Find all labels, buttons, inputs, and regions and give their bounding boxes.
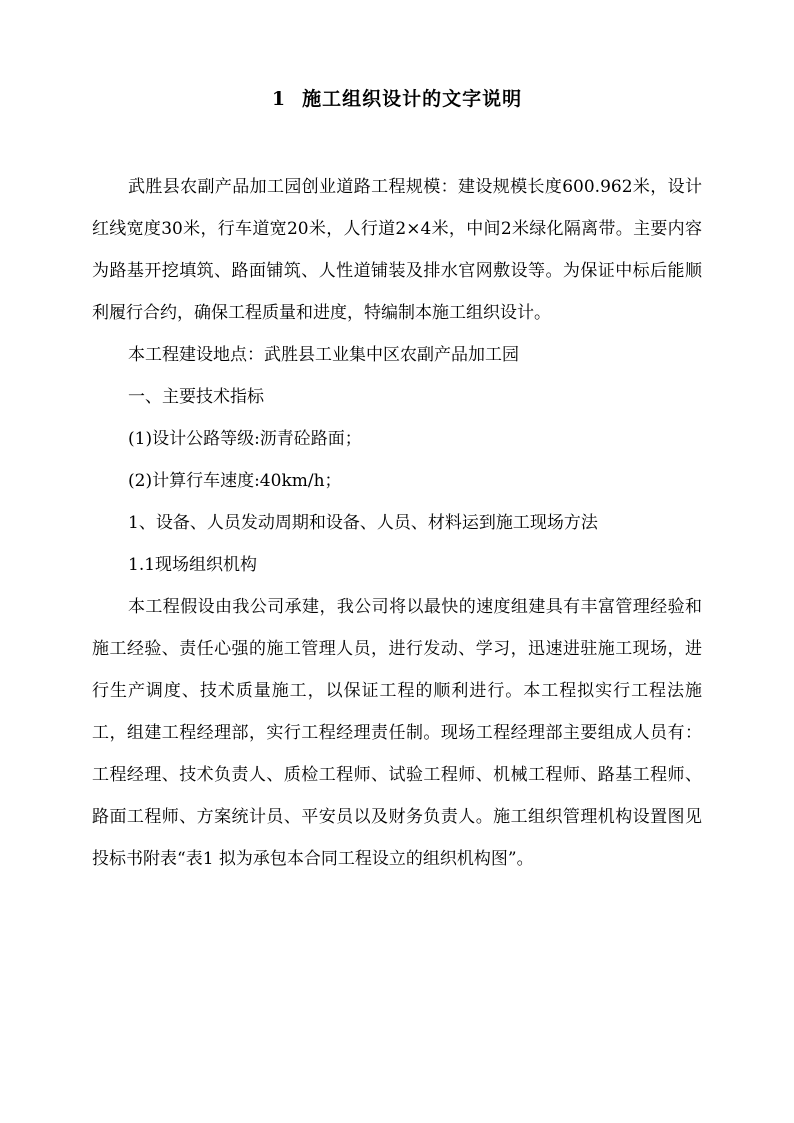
spec-item-1: (1)设计公路等级:沥青砼路面； bbox=[128, 429, 362, 449]
subsubsection-heading: 1.1现场组织机构 bbox=[128, 555, 258, 575]
location-line: 本工程建设地点：武胜县工业集中区农副产品加工园 bbox=[128, 345, 519, 365]
document-body bbox=[92, 166, 702, 880]
subsection-heading: 1、设备、人员发动周期和设备、人员、材料运到施工现场方法 bbox=[128, 513, 598, 533]
org-paragraph: 本工程假设由我公司承建，我公司将以最快的速度组建具有丰富管理经验和施工经验、责任心强的施工管理人员，进行发动、学习，迅速进驻施工现场，进行生产调度、技术质量施工，以保证工程的顺利进行。本工程拟实行工程法施工，组建工程经理部，实行工程经理责任制。现场工程经理部主要组成人员有：工程经理、技术负责人、质检工程师、试验工程师、机械工程师、路基工程师、路面工程师、方案统计员、平安员以及财务负责人。施工组织管理机构设置图见投标书附表“表1 拟为承包本合同工程设立的组织机构图”。 bbox=[92, 597, 702, 869]
spec-item-2: (2)计算行车速度:40km/h； bbox=[128, 471, 342, 491]
intro-paragraph: 武胜县农副产品加工园创业道路工程规模：建设规模长度600.962米，设计红线宽度30米，行车道宽20米，人行道2×4米，中间2米绿化隔离带。主要内容为路基开挖填筑、路面铺筑、人性道铺装及排水官网敷设等。为保证中标后能顺利履行合约，确保工程质量和进度，特编制本施工组织设计。 bbox=[92, 177, 702, 323]
section-heading: 一、主要技术指标 bbox=[128, 387, 264, 407]
title-number: 1 bbox=[271, 88, 287, 110]
page-title bbox=[0, 84, 794, 111]
title-text: 施工组织设计的文字说明 bbox=[302, 88, 523, 110]
